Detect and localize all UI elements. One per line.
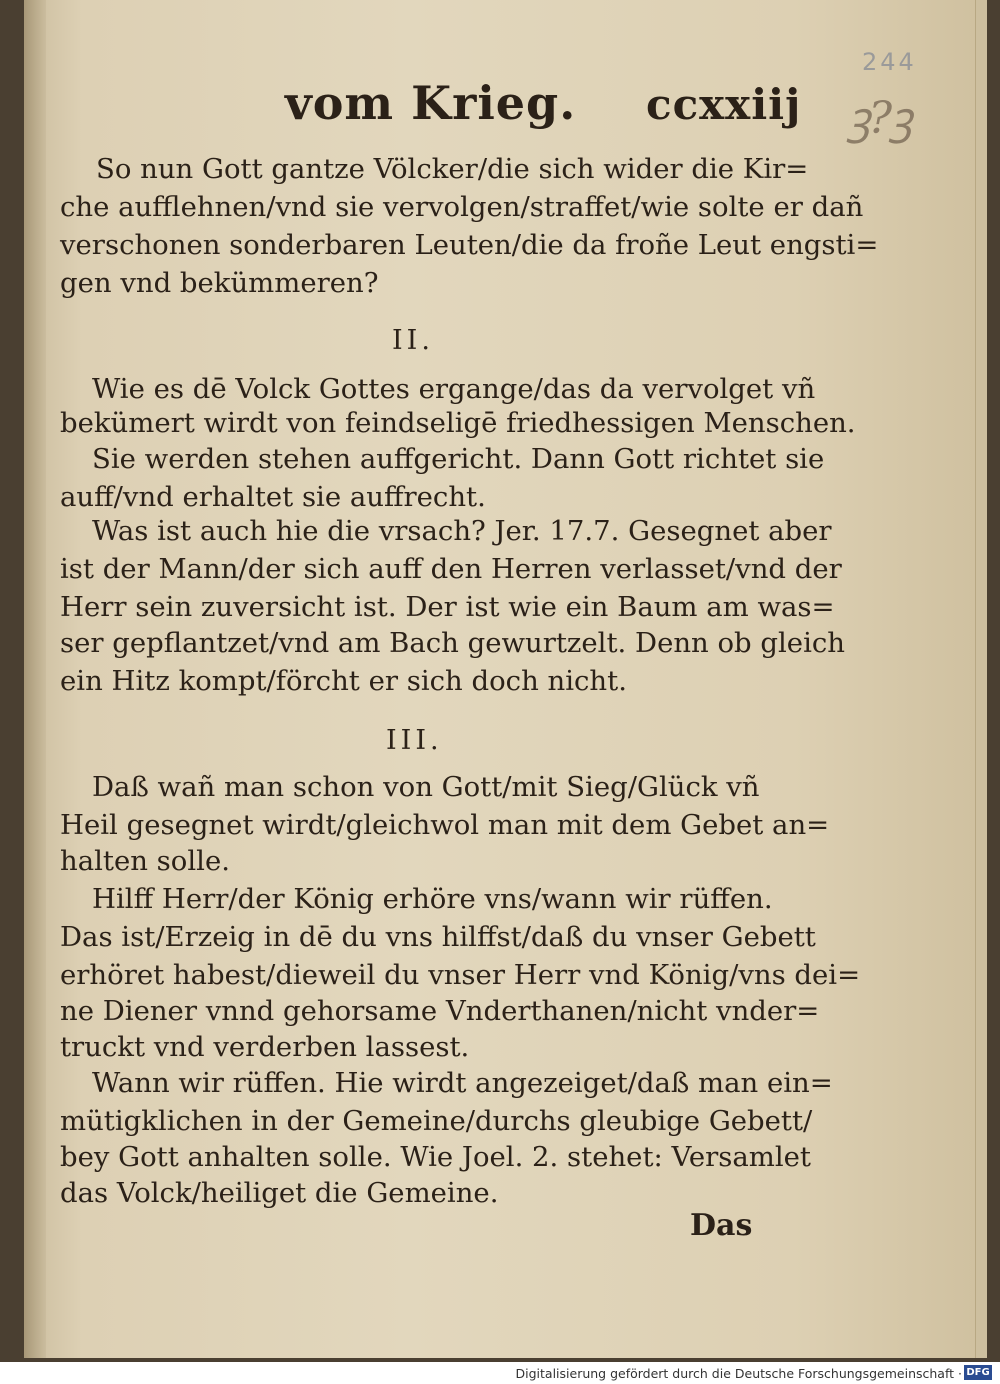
text-line: ist der Mann/der sich auff den Herren verlasset/vnd der	[60, 553, 842, 585]
text-line: Hilff Herr/der König erhöre vns/wann wir rüffen.	[92, 883, 773, 915]
section-heading-line: halten solle.	[60, 845, 230, 877]
section-heading-line: Wie es dē Volck Gottes ergange/das da vervolget vñ	[92, 373, 816, 405]
section-heading-line: Daß wañ man schon von Gott/mit Sieg/Glück vñ	[92, 771, 760, 803]
text-line: mütigklichen in der Gemeine/durchs gleubige Gebett/	[60, 1105, 813, 1137]
pencil-page-number: 244	[862, 48, 917, 76]
text-line: ein Hitz kompt/förcht er sich doch nicht.	[60, 665, 627, 697]
margin-ink-mark: ꝫ?ꝫ	[848, 93, 911, 144]
text-line: bey Gott anhalten solle. Wie Joel. 2. stehet: Versamlet	[60, 1141, 811, 1173]
section-number: II.	[392, 325, 434, 356]
section-number: III.	[386, 725, 443, 756]
text-line: So nun Gott gantze Völcker/die sich wider die Kir=	[96, 153, 809, 185]
text-line: Was ist auch hie die vrsach? Jer. 17.7. Gesegnet aber	[92, 515, 832, 547]
page-edge	[975, 0, 987, 1358]
text-line: che aufflehnen/vnd sie vervolgen/straffet/wie solte er dañ	[60, 191, 864, 223]
running-head: vom Krieg.	[285, 76, 577, 130]
text-line: truckt vnd verderben lassest.	[60, 1031, 470, 1063]
text-line: ser gepflantzet/vnd am Bach gewurtzelt. Denn ob gleich	[60, 627, 845, 659]
digitization-credit: Digitalisierung gefördert durch die Deutsche Forschungsgemeinschaft ·	[515, 1366, 962, 1381]
folio-number: ccxxiij	[646, 80, 802, 129]
section-heading-line: bekümert wirdt von feindseligē friedhessigen Menschen.	[60, 407, 856, 439]
text-line: Herr sein zuversicht ist. Der ist wie ein Baum am was=	[60, 591, 835, 623]
text-line: Das ist/Erzeig in dē du vns hilffst/daß du vnser Gebett	[60, 921, 816, 953]
text-line: erhöret habest/dieweil du vnser Herr vnd König/vns dei=	[60, 959, 861, 991]
text-line: gen vnd bekümmeren?	[60, 267, 379, 299]
section-heading-line: Heil gesegnet wirdt/gleichwol man mit dem Gebet an=	[60, 809, 830, 841]
text-line: Sie werden stehen auffgericht. Dann Gott richtet sie	[92, 443, 825, 475]
text-line: auff/vnd erhaltet sie auffrecht.	[60, 481, 486, 513]
text-line: Wann wir rüffen. Hie wirdt angezeiget/daß man ein=	[92, 1067, 833, 1099]
catchword: Das	[690, 1208, 753, 1243]
dfg-logo: DFG	[964, 1365, 992, 1380]
text-line: ne Diener vnnd gehorsame Vnderthanen/nicht vnder=	[60, 995, 820, 1027]
page-gutter	[24, 0, 46, 1358]
text-line: verschonen sonderbaren Leuten/die da froñe Leut engsti=	[60, 229, 879, 261]
text-line: das Volck/heiliget die Gemeine.	[60, 1177, 499, 1209]
